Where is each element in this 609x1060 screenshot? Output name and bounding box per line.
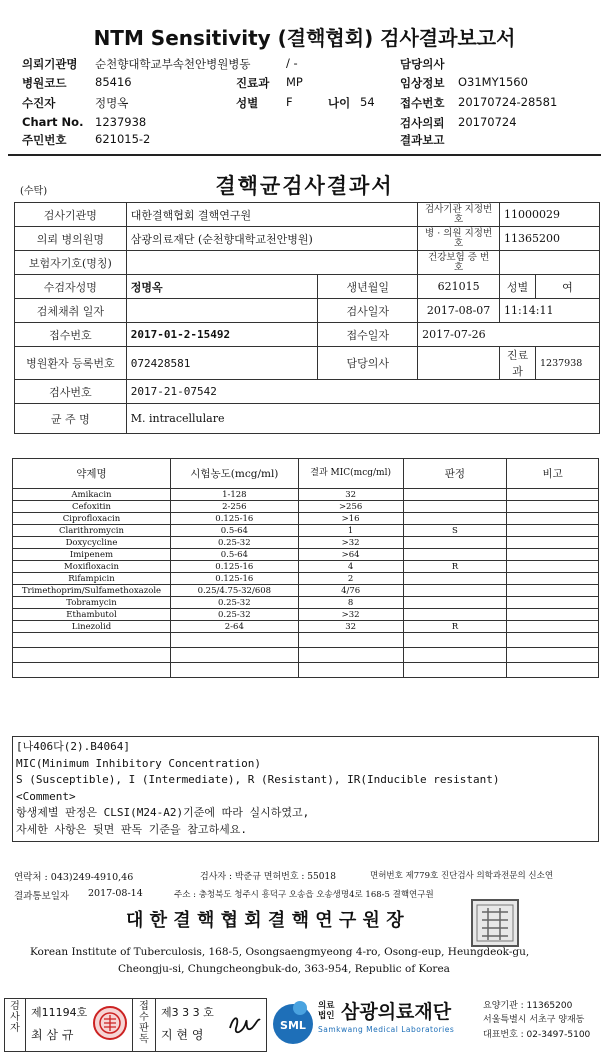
- judge-cell: [403, 513, 507, 525]
- empty-cell: [507, 663, 599, 678]
- empty-cell: [298, 648, 403, 663]
- empty-cell: [298, 633, 403, 648]
- mic-cell: 32: [298, 489, 403, 501]
- age-value: 54: [360, 95, 375, 109]
- doctor-label: 담당의사: [400, 57, 445, 71]
- req-code-label: 병 · 의원 지정번호: [418, 227, 500, 251]
- mic-cell: >16: [298, 513, 403, 525]
- mic-cell: 2: [298, 573, 403, 585]
- table-row: [13, 549, 599, 561]
- report-title: NTM Sensitivity (결핵협회) 검사결과보고서: [93, 26, 516, 50]
- lab-label: 검사기관명: [15, 203, 127, 227]
- judge-cell: [403, 501, 507, 513]
- range-cell: 0.25-32: [170, 609, 298, 621]
- receipt-date-label: 접수일자: [318, 323, 418, 347]
- note-cell: [507, 621, 599, 633]
- range-cell: 0.25-32: [170, 537, 298, 549]
- drug-cell: Doxycycline: [13, 537, 171, 549]
- lab-value: 대한결핵협회 결핵연구원: [126, 203, 417, 227]
- note-line: MIC(Minimum Inhibitory Concentration): [16, 756, 262, 770]
- institution-value: 순천향대학교부속천안병원병동: [95, 57, 251, 71]
- col-drug: 약제명: [13, 459, 171, 489]
- table-row: [13, 525, 599, 537]
- notes: [16, 739, 499, 838]
- table-row: [15, 203, 600, 227]
- birth-value: 621015: [418, 275, 500, 299]
- care-code: 요양기관 : 11365200: [483, 1001, 573, 1011]
- table-header-row: [13, 459, 599, 489]
- table-row: [15, 227, 600, 251]
- col-range: 시험농도(mcg/ml): [170, 459, 298, 489]
- examiner-number: 제11194호: [31, 1006, 88, 1019]
- note-line: <Comment>: [16, 789, 76, 803]
- note-line: 자세한 사항은 뒷면 판독 기준을 참고하세요.: [16, 822, 248, 836]
- test-date-label: 검사일자: [318, 299, 418, 323]
- drug-cell: Cefoxitin: [13, 501, 171, 513]
- note-cell: [507, 609, 599, 621]
- table-row: [15, 347, 600, 380]
- empty-cell: [170, 633, 298, 648]
- test-time-value: 11:14:11: [500, 299, 600, 323]
- judge-cell: [403, 597, 507, 609]
- table-row-empty: [13, 633, 599, 648]
- table-row: [15, 404, 600, 434]
- note-line: [나406다(2).B4064]: [16, 740, 130, 753]
- table-row: [15, 275, 600, 299]
- result-label: 결과보고: [400, 133, 445, 147]
- note-cell: [507, 573, 599, 585]
- signature-icon: [224, 1008, 264, 1042]
- chart-label: Chart No.: [22, 115, 84, 129]
- table-row: [13, 609, 599, 621]
- organism-label: 균 주 명: [15, 404, 127, 434]
- drug-cell: Trimethoprim/Sulfamethoxazole: [13, 585, 171, 597]
- receipt-no-value: 20170724-28581: [458, 95, 558, 109]
- collect-value: [126, 299, 318, 323]
- note-cell: [507, 561, 599, 573]
- req-code-value: 11365200: [500, 227, 600, 251]
- org-name: 대 한 결 핵 협 회 결 핵 연 구 원 장: [126, 910, 404, 931]
- note-cell: [507, 537, 599, 549]
- sml-logo-text: SML: [280, 1019, 306, 1032]
- empty-cell: [403, 633, 507, 648]
- health-label: 건강보험 증 번 호: [418, 251, 500, 275]
- mic-cell: >32: [298, 537, 403, 549]
- resident-label: 주민번호: [22, 133, 67, 147]
- foundation-phone: 대표번호 : 02-3497-5100: [483, 1030, 591, 1040]
- drug-cell: Ciprofloxacin: [13, 513, 171, 525]
- approver-tag: 접수판독: [139, 1001, 149, 1045]
- contact: 연락처 : 043)249-4910,46: [14, 872, 134, 883]
- table-row: [13, 513, 599, 525]
- hospital-code-value: 85416: [95, 75, 132, 89]
- req-hosp-value: 삼광의료재단 (순천향대학교천안병원): [126, 227, 417, 251]
- test-no-value: 2017-21-07542: [126, 380, 599, 404]
- judge-cell: [403, 537, 507, 549]
- examiner-info: 검사자 : 박준규 면허번호 : 55018: [200, 872, 336, 882]
- birth-label: 생년월일: [318, 275, 418, 299]
- range-cell: 0.25/4.75-32/608: [170, 585, 298, 597]
- judge-cell: S: [403, 525, 507, 537]
- mic-cell: >64: [298, 549, 403, 561]
- ward-value: / -: [286, 56, 298, 70]
- header-divider: [8, 154, 601, 156]
- drug-cell: Moxifloxacin: [13, 561, 171, 573]
- note-cell: [507, 597, 599, 609]
- range-cell: 0.5-64: [170, 525, 298, 537]
- range-cell: 0.125-16: [170, 513, 298, 525]
- empty-cell: [170, 663, 298, 678]
- examiner-seal-icon: [92, 1004, 128, 1042]
- mic-cell: 1: [298, 525, 403, 537]
- col-note: 비고: [507, 459, 599, 489]
- empty-cell: [403, 648, 507, 663]
- table-row: [13, 537, 599, 549]
- age-label: 나이: [328, 96, 351, 110]
- judge-cell: [403, 489, 507, 501]
- mic-cell: 32: [298, 621, 403, 633]
- range-cell: 0.125-16: [170, 561, 298, 573]
- mic-cell: >32: [298, 609, 403, 621]
- patient-reg-value: 072428581: [126, 347, 318, 380]
- sex-value: F: [286, 95, 293, 109]
- receipt-date-value: 2017-07-26: [418, 323, 600, 347]
- table-row: [13, 585, 599, 597]
- col-judge: 판정: [403, 459, 507, 489]
- note-cell: [507, 489, 599, 501]
- drug-cell: Clarithromycin: [13, 525, 171, 537]
- foundation-name: 삼광의료재단: [341, 1001, 452, 1023]
- range-cell: 0.5-64: [170, 549, 298, 561]
- empty-cell: [13, 663, 171, 678]
- table-row-empty: [13, 648, 599, 663]
- judge-cell: [403, 573, 507, 585]
- empty-cell: [507, 648, 599, 663]
- dept-label: 진료과: [236, 76, 270, 90]
- col-mic: 결과 MIC(mcg/ml): [298, 459, 403, 489]
- test-no-label: 검사번호: [15, 380, 127, 404]
- clinic-label: 진료과: [500, 347, 536, 380]
- table-row: [13, 573, 599, 585]
- empty-cell: [298, 663, 403, 678]
- sex-label: 성별: [236, 96, 259, 110]
- note-cell: [507, 501, 599, 513]
- mic-cell: 4: [298, 561, 403, 573]
- req-date-value: 20170724: [458, 115, 517, 129]
- legal-label: 의료법인: [318, 1001, 335, 1021]
- mic-cell: 8: [298, 597, 403, 609]
- judge-cell: [403, 609, 507, 621]
- sml-logo-icon: [272, 998, 314, 1048]
- range-cell: 0.25-32: [170, 597, 298, 609]
- organism-value: M. intracellulare: [126, 404, 599, 434]
- address-en-2: Cheongju-si, Chungcheongbuk-do, 363-954, Republic of Korea: [118, 963, 450, 975]
- gender-value: 여: [536, 275, 600, 299]
- specialist-info: 면허번호 제779호 진단검사 의학과전문의 신소연: [370, 871, 554, 881]
- note-cell: [507, 549, 599, 561]
- judge-cell: [403, 549, 507, 561]
- name-label: 수검자성명: [15, 275, 127, 299]
- judge-cell: [403, 585, 507, 597]
- table-row: [13, 501, 599, 513]
- test-date-value: 2017-08-07: [418, 299, 500, 323]
- health-value: [500, 251, 600, 275]
- report-date-value: 2017-08-14: [88, 888, 143, 899]
- examiner-name: 최 삼 규: [31, 1028, 74, 1042]
- attending-value: [418, 347, 500, 380]
- approver-number: 제3 3 3 호: [161, 1006, 214, 1019]
- address-en-1: Korean Institute of Tuberculosis, 168-5, Osongsaengmyeong 4-ro, Osong-eup, Heungdeok-gu,: [30, 946, 530, 958]
- foundation-address: 서울특별시 서초구 양재동: [483, 1015, 585, 1025]
- approver-name: 지 현 영: [161, 1028, 204, 1042]
- result-sheet-title: 결핵균검사결과서: [215, 173, 394, 198]
- judge-cell: R: [403, 621, 507, 633]
- clinic-value: 1237938: [536, 347, 600, 380]
- lab-code-label: 검사기관 지정번호: [418, 203, 500, 227]
- table-row: [13, 597, 599, 609]
- insurance-label: 보험자기호(명칭): [15, 251, 127, 275]
- req-hosp-label: 의뢰 병의원명: [15, 227, 127, 251]
- table-row: [13, 621, 599, 633]
- patient-value: 정명옥: [95, 96, 129, 110]
- examiner-tag: 검사자: [10, 1001, 20, 1034]
- consignment-tag: (수탁): [20, 186, 48, 197]
- clinical-info-label: 임상정보: [400, 76, 445, 90]
- drug-cell: Imipenem: [13, 549, 171, 561]
- director-seal: [470, 898, 520, 948]
- drug-cell: Amikacin: [13, 489, 171, 501]
- note-cell: [507, 525, 599, 537]
- judge-cell: R: [403, 561, 507, 573]
- report-date-label: 결과통보일자: [14, 891, 70, 902]
- patient-info-table: [14, 202, 600, 434]
- receipt-value: 2017-01-2-15492: [126, 323, 318, 347]
- susceptibility-table: [12, 458, 599, 678]
- clinical-info-value: O31MY1560: [458, 75, 528, 89]
- req-date-label: 검사의뢰: [400, 116, 445, 130]
- note-cell: [507, 513, 599, 525]
- empty-cell: [403, 663, 507, 678]
- table-row: [13, 561, 599, 573]
- receipt-label: 접수번호: [15, 323, 127, 347]
- dept-value: MP: [286, 75, 303, 89]
- attending-label: 담당의사: [318, 347, 418, 380]
- patient-label: 수진자: [22, 96, 56, 110]
- gender-label: 성별: [500, 275, 536, 299]
- table-row: [13, 489, 599, 501]
- foundation-en: Samkwang Medical Laboratories: [318, 1025, 455, 1034]
- range-cell: 1-128: [170, 489, 298, 501]
- empty-cell: [13, 648, 171, 663]
- receipt-no-label: 접수번호: [400, 96, 445, 110]
- empty-cell: [13, 633, 171, 648]
- lab-code-value: 11000029: [500, 203, 600, 227]
- table-row-empty: [13, 663, 599, 678]
- table-row: [15, 299, 600, 323]
- collect-label: 검체채취 일자: [15, 299, 127, 323]
- table-row: [15, 323, 600, 347]
- table-row: [15, 251, 600, 275]
- insurance-value: [126, 251, 417, 275]
- empty-cell: [507, 633, 599, 648]
- patient-reg-label: 병원환자 등록번호: [15, 347, 127, 380]
- drug-cell: Ethambutol: [13, 609, 171, 621]
- drug-cell: Tobramycin: [13, 597, 171, 609]
- hospital-code-label: 병원코드: [22, 76, 67, 90]
- range-cell: 0.125-16: [170, 573, 298, 585]
- range-cell: 2-64: [170, 621, 298, 633]
- resident-value: 621015-2: [95, 132, 151, 146]
- note-line: S (Susceptible), I (Intermediate), R (Resistant), IR(Inducible resistant): [16, 773, 500, 786]
- institution-label: 의뢰기관명: [22, 57, 78, 71]
- table-row: [15, 380, 600, 404]
- chart-value: 1237938: [95, 115, 147, 129]
- empty-cell: [170, 648, 298, 663]
- note-line: 항생제별 판정은 CLSI(M24-A2)기준에 따라 실시하였고,: [16, 806, 310, 819]
- mic-cell: 4/76: [298, 585, 403, 597]
- mic-cell: >256: [298, 501, 403, 513]
- address-kr: 주소 : 충청북도 청주시 흥덕구 오송읍 오송생명4로 168-5 결핵연구원: [174, 890, 434, 900]
- name-value: 정명옥: [126, 275, 318, 299]
- drug-cell: Rifampicin: [13, 573, 171, 585]
- note-cell: [507, 585, 599, 597]
- range-cell: 2-256: [170, 501, 298, 513]
- drug-cell: Linezolid: [13, 621, 171, 633]
